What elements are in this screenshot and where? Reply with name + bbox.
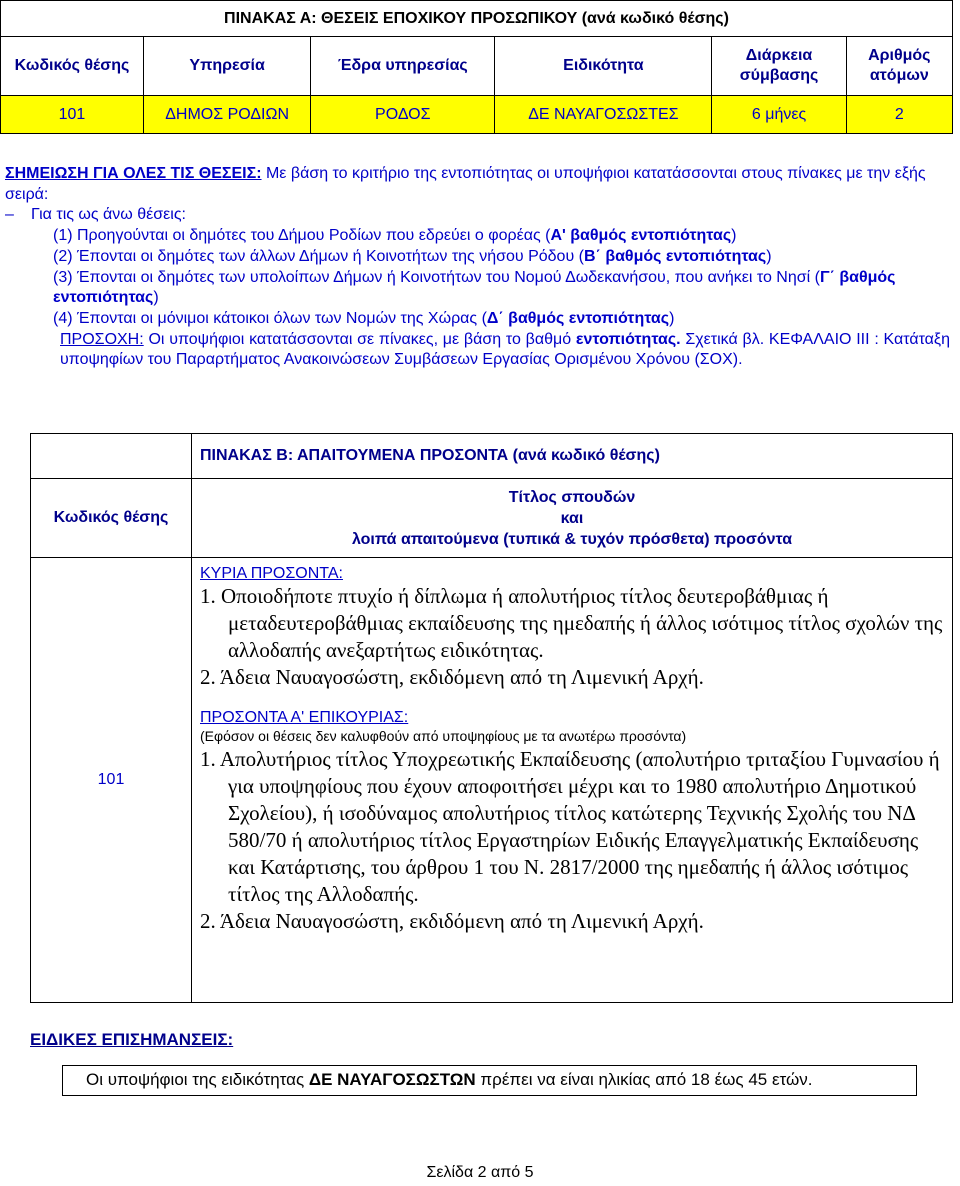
col-header-persons: Αριθμός ατόμων [846, 37, 952, 96]
col-header-code-b: Κωδικός θέσης [31, 479, 192, 558]
col-header-specialty: Ειδικότητα [495, 37, 712, 96]
main-item-2: 2. Άδεια Ναυαγοσώστη, εκδιδόμενη από τη Λιμενική Αρχή. [200, 665, 704, 689]
col-header-duration: Διάρκεια σύμβασης [712, 37, 846, 96]
cell-code-b: 101 [31, 558, 192, 1003]
aux-item-1: 1. Απολυτήριος τίτλος Υποχρεωτικής Εκπαίδευσης (απολυτήριο τριταξίου Γυμνασίου ή για υποψηφίους που έχουν αποφοιτήσει μέχρι και το 1980 απολυτήριο Δημοτικού Σχολείου), ή ισοδύναμος απολυτήριος τίτλος κατώτερης Τεχνικής Σχολής του ΝΔ 580/70 ή απολυτήριος τίτλος Εργαστηρίων Ειδικής Επαγγελματικής Εκπαίδευσης και Κατάρτισης, του άρθρου 1 του Ν. 2817/2000 της ημεδαπής ή άλλος ισότιμος τίτλος της Αλλοδαπής. [200, 747, 940, 906]
locality-note [5, 164, 950, 371]
cell-service: ΔΗΜΟΣ ΡΟΔΙΩΝ [143, 96, 310, 134]
page-footer: Σελίδα 2 από 5 [426, 1164, 534, 1181]
table-a [0, 0, 953, 134]
qualifications-cell [192, 558, 953, 1003]
main-qualifications-label: ΚΥΡΙΑ ΠΡΟΣΟΝΤΑ: [200, 565, 343, 582]
note-item-1: (1) Προηγούνται οι δημότες του Δήμου Ροδίων που εδρεύει ο φορέας (Α' βαθμός εντοπιότητας) [53, 227, 737, 245]
aux-item-2: 2. Άδεια Ναυαγοσώστη, εκδιδόμενη από τη Λιμενική Αρχή. [200, 909, 704, 933]
note-item-2: (2) Έπονται οι δημότες των άλλων Δήμων ή Κοινοτήτων της νήσου Ρόδου (Β΄ βαθμός εντοπιότητας) [53, 247, 772, 265]
cell-specialty: ΔΕ ΝΑΥΑΓΟΣΩΣΤΕΣ [495, 96, 712, 134]
col-header-service: Υπηρεσία [143, 37, 310, 96]
special-notes-box: Οι υποψήφιοι της ειδικότητας ΔΕ ΝΑΥΑΓΟΣΩΣΤΩΝ πρέπει να είναι ηλικίας από 18 έως 45 ετών. [62, 1065, 917, 1096]
main-item-1: 1. Οποιοδήποτε πτυχίο ή δίπλωμα ή απολυτήριος τίτλος δευτεροβάθμιας ή μεταδευτεροβάθμιας εκπαίδευσης της ημεδαπής ή άλλος ισότιμος τίτλος σχολών της αλλοδαπής ανεξαρτήτως ειδικότητας. [200, 584, 943, 662]
table-a-title: ΠΙΝΑΚΑΣ Α: ΘΕΣΕΙΣ ΕΠΟΧΙΚΟΥ ΠΡΟΣΩΠΙΚΟΥ (ανά κωδικό θέσης) [1, 1, 953, 37]
cell-seat: ΡΟΔΟΣ [311, 96, 495, 134]
cell-duration: 6 μήνες [712, 96, 846, 134]
note-attention: ΠΡΟΣΟΧΗ: Οι υποψήφιοι κατατάσσονται σε πίνακες, με βάση το βαθμό εντοπιότητας. Σχετικά βλ. ΚΕΦΑΛΑΙΟ ΙΙΙ : Κατάταξη υποψηφίων του Παραρτήματος Ανακοινώσεων Συμβάσεων Εργασίας Ορισμένου Χρόνου (ΣΟΧ). [60, 330, 950, 369]
note-heading: ΣΗΜΕΙΩΣΗ ΓΙΑ ΟΛΕΣ ΤΙΣ ΘΕΣΕΙΣ: [5, 165, 262, 182]
col-header-seat: Έδρα υπηρεσίας [311, 37, 495, 96]
note-item-3: (3) Έπονται οι δημότες των υπολοίπων Δήμων ή Κοινοτήτων του Νομού Δωδεκανήσου, που ανήκει το Νησί (Γ΄ βαθμός εντοπιότητας) [53, 268, 896, 307]
special-notes-heading: ΕΙΔΙΚΕΣ ΕΠΙΣΗΜΑΝΣΕΙΣ: [30, 1030, 234, 1049]
col-header-code: Κωδικός θέσης [1, 37, 144, 96]
cell-code: 101 [1, 96, 144, 134]
table-b-title: ΠΙΝΑΚΑΣ Β: ΑΠΑΙΤΟΥΜΕΝΑ ΠΡΟΣΟΝΤΑ (ανά κωδικό θέσης) [192, 434, 953, 479]
table-b [30, 433, 953, 1003]
auxiliary-note: (Εφόσον οι θέσεις δεν καλυφθούν από υποψηφίους με τα ανωτέρω προσόντα) [200, 728, 687, 744]
note-item-4: (4) Έπονται οι μόνιμοι κάτοικοι όλων των Νομών της Χώρας (Δ΄ βαθμός εντοπιότητας) [53, 309, 675, 327]
cell-persons: 2 [846, 96, 952, 134]
auxiliary-qualifications-label: ΠΡΟΣΟΝΤΑ Α' ΕΠΙΚΟΥΡΙΑΣ: [200, 709, 409, 726]
note-intro: ΣΗΜΕΙΩΣΗ ΓΙΑ ΟΛΕΣ ΤΙΣ ΘΕΣΕΙΣ: Με βάση το κριτήριο της εντοπιότητας οι υποψήφιοι κατατάσσονται στους πίνακες με την εξής σειρά: [5, 165, 926, 203]
note-dash-line: – Για τις ως άνω θέσεις: [5, 206, 186, 224]
qualifications-header: Τίτλος σπουδών και λοιπά απαιτούμενα (τυπικά & τυχόν πρόσθετα) προσόντα [192, 479, 953, 558]
